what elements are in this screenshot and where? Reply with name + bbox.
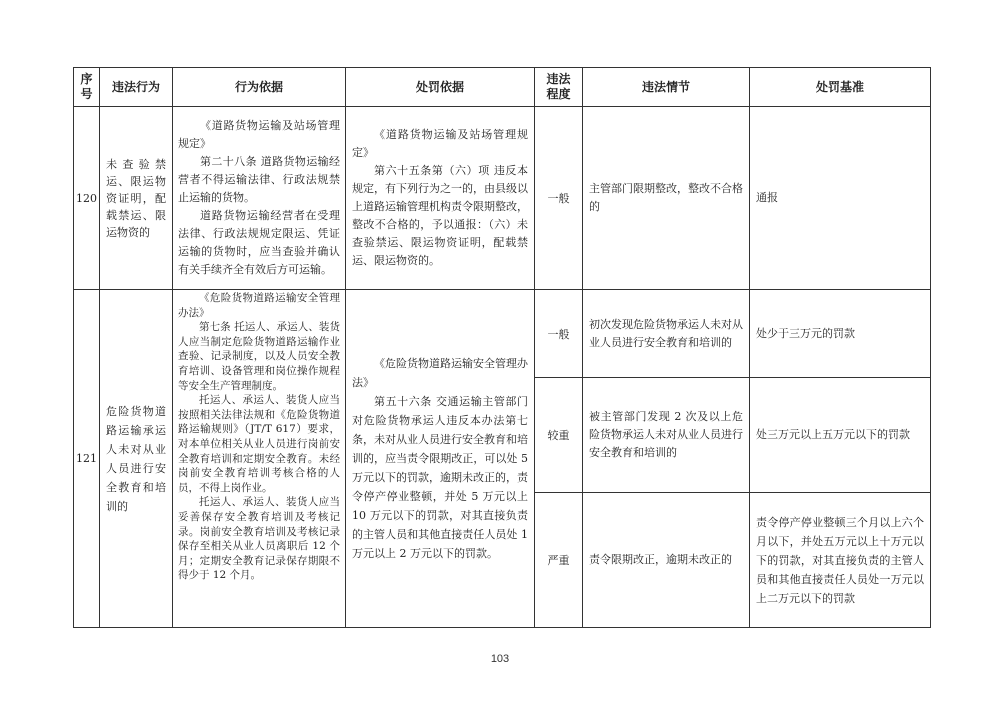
row-121-basis-p2: 托运人、承运人、装货人应当按照相关法律法规和《危险货物道路运输规则》（JT/T 617）要求，对本单位相关从业人员进行岗前安全教育培训和定期安全教育。未经岗前安全教育培训考核合格的人员，不得上岗作业。 <box>178 394 340 494</box>
row-120-penalty-p1: 第六十五条第（六）项 违反本规定，有下列行为之一的，由县级以上道路运输管理机构责令限期整改，整改不合格的，予以通报：（六）未查验禁运、限运物资证明，配载禁运、限运物资的。 <box>352 164 528 267</box>
penalty-table <box>73 67 931 628</box>
row-121-circumstance-3: 责令限期改正，逾期未改正的 <box>583 493 750 628</box>
row-121-standard-2: 处三万元以上五万元以下的罚款 <box>750 378 931 493</box>
header-seq: 序号 <box>74 68 100 107</box>
header-standard: 处罚基准 <box>750 68 931 107</box>
row-120-act: 未查验禁运、限运物资证明，配载禁运、限运物资的 <box>100 107 173 290</box>
row-120-standard: 通报 <box>750 107 931 290</box>
row-120-circumstance: 主管部门限期整改，整改不合格的 <box>583 107 750 290</box>
row-121-standard-3: 责令停产停业整顿三个月以上六个月以下，并处五万元以上十万元以下的罚款，对其直接负责的主管人员和其他直接责任人员处一万元以上二万元以下的罚款 <box>750 493 931 628</box>
row-121-degree-1: 一般 <box>535 290 583 378</box>
header-penalty-basis: 处罚依据 <box>346 68 535 107</box>
row-120-penalty-title: 《道路货物运输及站场管理规定》 <box>352 128 528 159</box>
row-121-basis-p1: 第七条 托运人、承运人、装货人应当制定危险货物道路运输作业查验、记录制度，以及人员安全教育培训、设备管理和岗位操作规程等安全生产管理制度。 <box>178 321 340 392</box>
row-120-seq: 120 <box>74 107 100 290</box>
row-121-penalty <box>346 290 535 628</box>
header-row <box>74 68 931 107</box>
row-121-circumstance-2: 被主管部门发现 2 次及以上危险货物承运人未对从业人员进行安全教育和培训的 <box>583 378 750 493</box>
row-121-basis-title: 《危险货物道路运输安全管理办法》 <box>178 292 340 319</box>
row-121-penalty-title: 《危险货物道路运输安全管理办法》 <box>352 357 528 389</box>
row-121-standard-1: 处少于三万元的罚款 <box>750 290 931 378</box>
row-121-penalty-p1: 第五十六条 交通运输主管部门对危险货物承运人违反本办法第七条，未对从业人员进行安全教育和培训的，应当责令限期改正，可以处 5 万元以下的罚款，逾期未改正的，责令停产停业整顿，并处 5 万元以上 10 万元以下的罚款，对其直接负责的主管人员和其他直接责任人员处 1 万元以上 2 万元以下的罚款。 <box>352 395 528 560</box>
row-121-circumstance-1: 初次发现危险货物承运人未对从业人员进行安全教育和培训的 <box>583 290 750 378</box>
table-row <box>74 107 931 290</box>
row-121-basis-p3: 托运人、承运人、装货人应当妥善保存安全教育培训及考核记录。岗前安全教育培训及考核记录保存至相关从业人员离职后 12 个月；定期安全教育记录保存期限不得少于 12 个月。 <box>178 496 340 582</box>
row-121-degree-2: 较重 <box>535 378 583 493</box>
page-number: 103 <box>490 653 510 665</box>
row-121-act: 危险货物道路运输承运人未对从业人员进行安全教育和培训的 <box>100 290 173 628</box>
row-120-degree: 一般 <box>535 107 583 290</box>
header-degree: 违法程度 <box>535 68 583 107</box>
table-row <box>74 290 931 378</box>
row-121-degree-3: 严重 <box>535 493 583 628</box>
row-120-basis-p1: 第二十八条 道路货物运输经营者不得运输法律、行政法规禁止运输的货物。 <box>178 155 340 204</box>
row-120-penalty <box>346 107 535 290</box>
row-121-basis <box>173 290 346 628</box>
row-120-basis-title: 《道路货物运输及站场管理规定》 <box>178 119 340 150</box>
header-act: 违法行为 <box>100 68 173 107</box>
row-120-basis <box>173 107 346 290</box>
header-basis: 行为依据 <box>173 68 346 107</box>
row-121-seq: 121 <box>74 290 100 628</box>
header-circumstance: 违法情节 <box>583 68 750 107</box>
row-120-basis-p2: 道路货物运输经营者在受理法律、行政法规规定限运、凭证运输的货物时，应当查验并确认有关手续齐全有效后方可运输。 <box>178 209 340 276</box>
